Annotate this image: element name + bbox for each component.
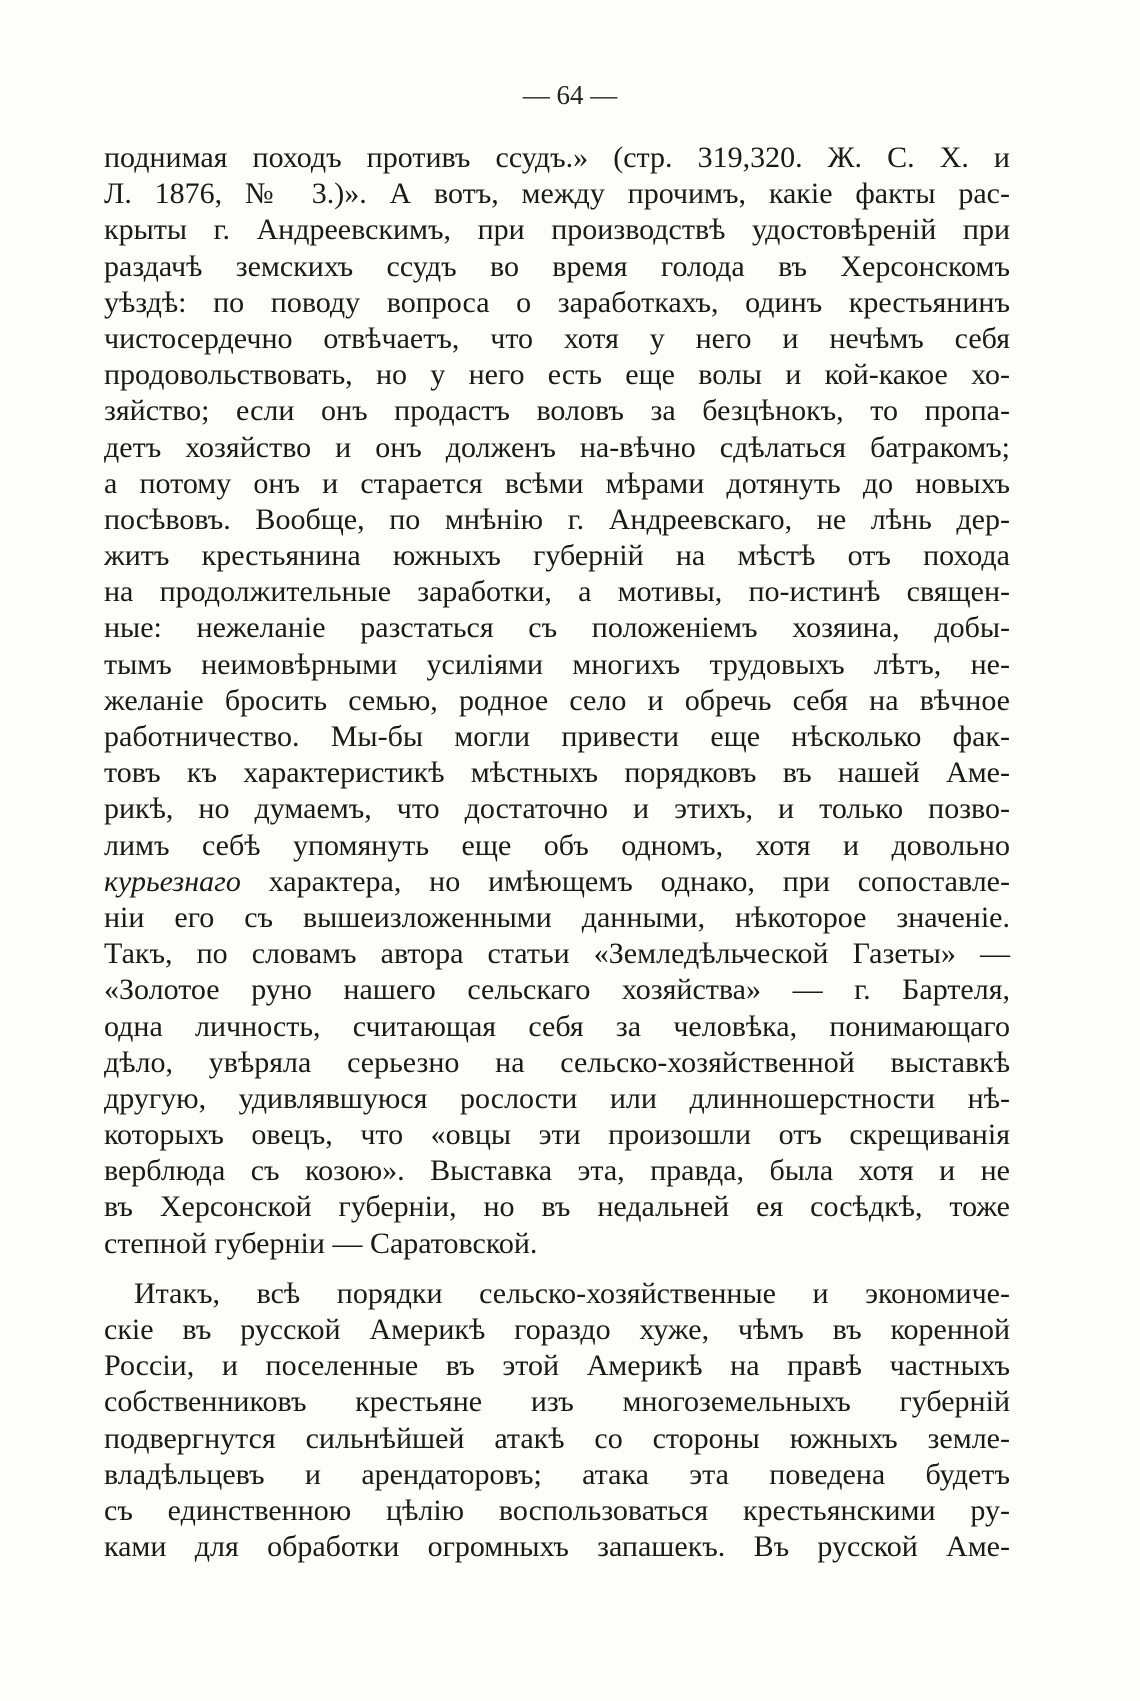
line-text: посѣвовъ. Вообще, по мнѣнію г. Андреевскаго, не лѣнь дер- — [104, 502, 1010, 536]
text-line — [104, 1009, 1010, 1045]
line-text: ніи его съ вышеизложенными данными, нѣкоторое значеніе. — [104, 900, 1010, 934]
text-line — [104, 1226, 1010, 1262]
text-line — [104, 791, 1010, 827]
text-line — [104, 719, 1010, 755]
text-line — [104, 1081, 1010, 1117]
line-text: другую, удивлявшуюся рослости или длинношерстности нѣ- — [104, 1081, 1010, 1115]
line-text: детъ хозяйство и онъ долженъ на-вѣчно сдѣлаться батракомъ; — [104, 430, 1010, 464]
text-line — [104, 1529, 1010, 1565]
text-line — [104, 900, 1010, 936]
text-line — [104, 140, 1010, 176]
text-line — [104, 972, 1010, 1008]
text-line — [104, 1493, 1010, 1529]
line-text: въ Херсонской губерніи, но въ недальней ея сосѣдкѣ, тоже — [104, 1190, 1010, 1224]
text-line — [104, 538, 1010, 574]
text-line — [104, 647, 1010, 683]
text-line — [104, 1153, 1010, 1189]
line-text: которыхъ овецъ, что «овцы эти произошли отъ скрещиванія — [104, 1118, 1010, 1152]
line-text: Л. 1876, № 3.)». А вотъ, между прочимъ, какіе факты рас- — [104, 177, 1010, 211]
text-line — [104, 1189, 1010, 1225]
line-text: рикѣ, но думаемъ, что достаточно и этихъ, и только позво- — [104, 792, 1010, 826]
body-text — [104, 140, 1010, 1565]
text-line — [104, 1312, 1010, 1348]
paragraph-gap — [104, 1262, 1010, 1276]
line-text: владѣльцевъ и арендаторовъ; атака эта поведена будетъ — [104, 1457, 1010, 1491]
text-line — [104, 610, 1010, 646]
line-text: подвергнутся сильнѣйшей атакѣ со стороны южныхъ земле- — [104, 1421, 1010, 1455]
text-line — [104, 285, 1010, 321]
line-text: характера, но имѣющемъ однако, при сопоставле- — [240, 864, 1010, 898]
line-text: лимъ себѣ упомянуть еще объ одномъ, хотя и довольно — [104, 828, 1010, 862]
text-line — [104, 1276, 1010, 1312]
text-line — [104, 321, 1010, 357]
text-line — [104, 574, 1010, 610]
line-text: чистосердечно отвѣчаетъ, что хотя у него и нечѣмъ себя — [104, 321, 1010, 355]
line-text: Такъ, по словамъ автора статьи «Земледѣльческой Газеты» — — [104, 937, 1010, 971]
text-line — [104, 502, 1010, 538]
text-line — [104, 430, 1010, 466]
line-text: поднимая походъ противъ ссудъ.» (стр. 319,320. Ж. С. X. и — [104, 141, 1010, 174]
text-line — [104, 683, 1010, 719]
line-text: «Золотое руно нашего сельскаго хозяйства» — г. Бартеля, — [104, 973, 1010, 1007]
text-line — [104, 828, 1010, 864]
line-text: крыты г. Андреевскимъ, при производствѣ удостовѣреній при — [104, 213, 1010, 247]
line-text: дѣло, увѣряла серьезно на сельско-хозяйственной выставкѣ — [104, 1045, 1010, 1079]
line-text: уѣздѣ: по поводу вопроса о заработкахъ, одинъ крестьянинъ — [104, 285, 1010, 319]
text-line — [104, 393, 1010, 429]
text-line — [104, 357, 1010, 393]
line-text: Россіи, и поселенные въ этой Америкѣ на правѣ частныхъ — [104, 1349, 1010, 1383]
page-number: — 64 — — [522, 80, 618, 110]
text-line — [104, 466, 1010, 502]
text-line — [104, 212, 1010, 248]
line-text: на продолжительные заработки, а мотивы, по-истинѣ священ- — [104, 575, 1010, 609]
line-text: степной губерніи — Саратовской. — [104, 1226, 538, 1260]
text-line — [104, 249, 1010, 285]
line-text: раздачѣ земскихъ ссудъ во время голода въ Херсонскомъ — [104, 249, 1010, 283]
line-text: ные: нежеланіе разстаться съ положеніемъ хозяина, добы- — [104, 611, 1010, 645]
line-text: товъ къ характеристикѣ мѣстныхъ порядковъ въ нашей Аме- — [104, 756, 1010, 790]
text-line — [104, 936, 1010, 972]
line-text: тымъ неимовѣрными усиліями многихъ трудовыхъ лѣтъ, не- — [104, 647, 1010, 681]
line-text: верблюда съ козою». Выставка эта, правда, была хотя и не — [104, 1154, 1010, 1188]
line-text: житъ крестьянина южныхъ губерній на мѣстѣ отъ похода — [104, 539, 1010, 573]
line-text: одна личность, считающая себя за человѣка, понимающаго — [104, 1009, 1010, 1043]
paragraph-2 — [104, 1276, 1010, 1566]
line-text: работничество. Мы-бы могли привести еще нѣсколько фак- — [104, 720, 1010, 753]
text-line — [104, 864, 1010, 900]
paragraph-1 — [104, 140, 1010, 1262]
line-text: ками для обработки огромныхъ запашекъ. Въ русской Аме- — [104, 1530, 1010, 1564]
text-line — [104, 1045, 1010, 1081]
text-line — [104, 176, 1010, 212]
line-text: продовольствовать, но у него есть еще волы и кой-какое хо- — [104, 358, 1010, 392]
line-text: собственниковъ крестьяне изъ многоземельныхъ губерній — [104, 1385, 1010, 1419]
text-line — [104, 1384, 1010, 1420]
line-text: зяйство; если онъ продастъ воловъ за безцѣнокъ, то пропа- — [104, 394, 1010, 428]
text-line — [104, 1348, 1010, 1384]
line-text: Итакъ, всѣ порядки сельско-хозяйственные и экономиче- — [134, 1276, 1010, 1310]
line-text: желаніе бросить семью, родное село и обречь себя на вѣчное — [104, 683, 1010, 717]
text-line — [104, 755, 1010, 791]
italic-word: курьезнаго — [104, 864, 241, 898]
line-text: скіе въ русской Америкѣ гораздо хуже, чѣмъ въ коренной — [104, 1313, 1010, 1346]
text-line — [104, 1457, 1010, 1493]
text-line — [104, 1421, 1010, 1457]
line-text: съ единственною цѣлію воспользоваться крестьянскими ру- — [104, 1493, 1010, 1527]
text-line — [104, 1117, 1010, 1153]
line-text: а потому онъ и старается всѣми мѣрами дотянуть до новыхъ — [104, 466, 1010, 500]
